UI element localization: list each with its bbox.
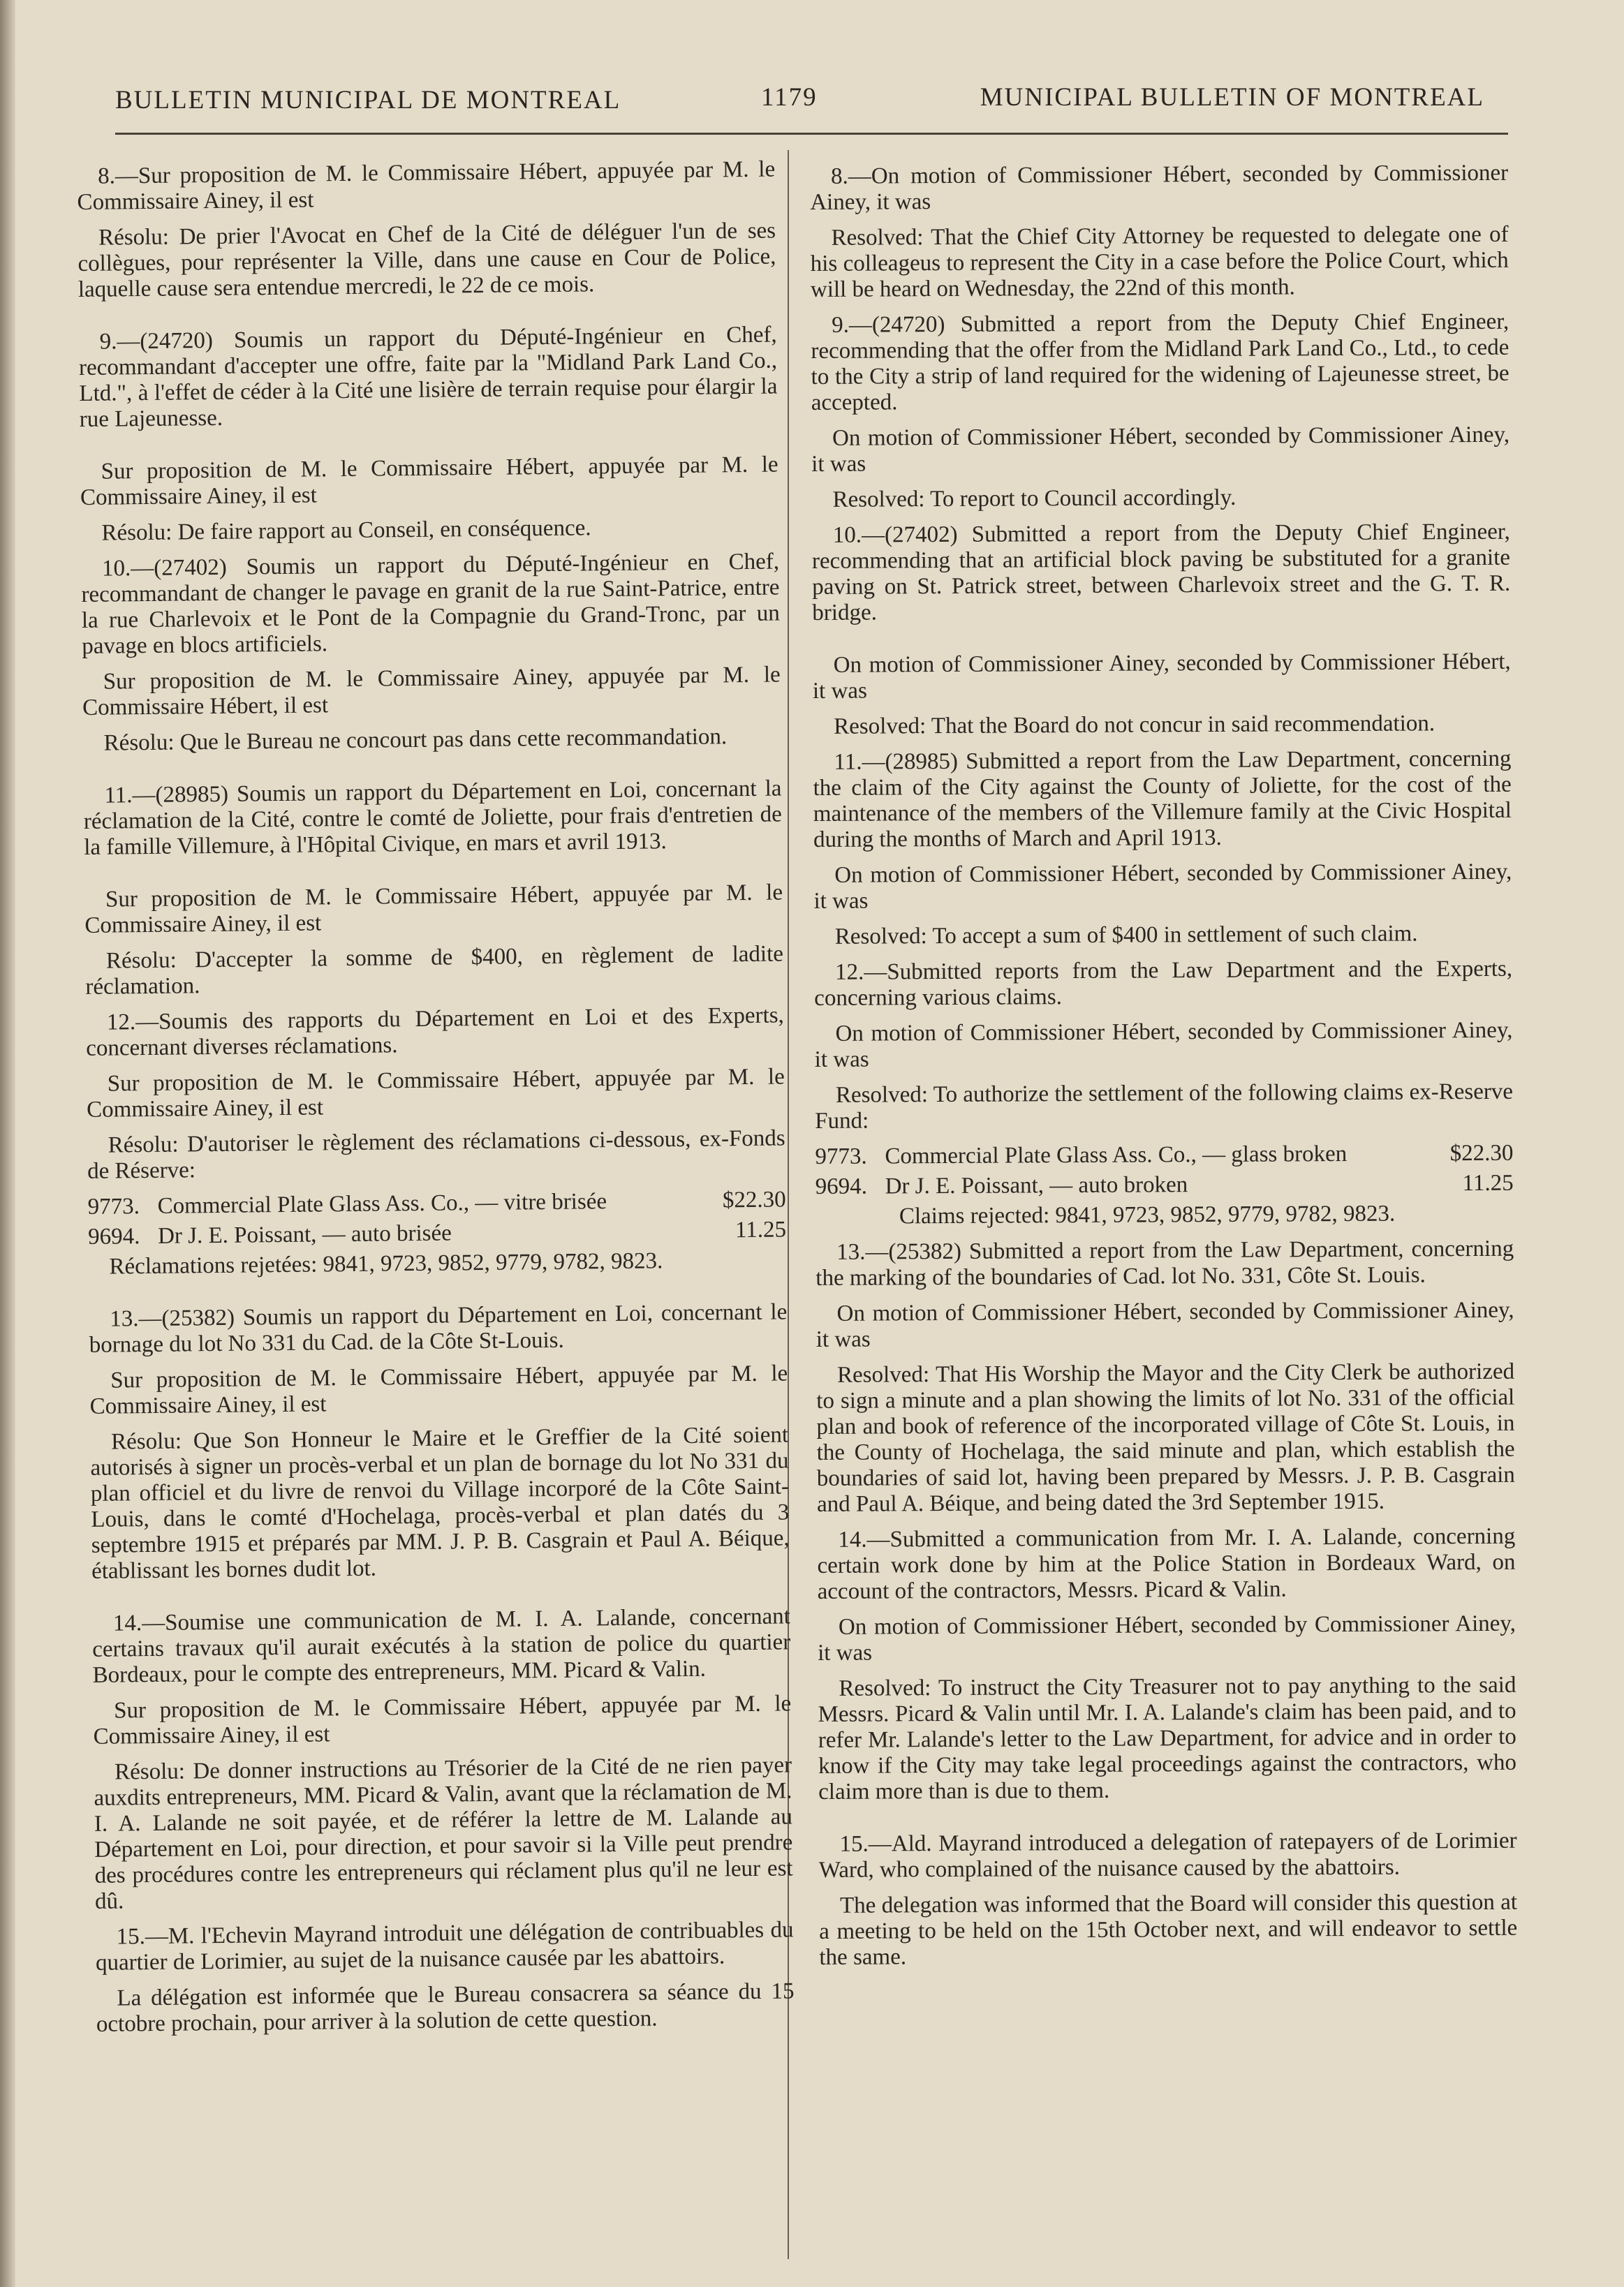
claim-number: 9694. (815, 1174, 868, 1199)
fr-item-14-resolution: Résolu: De donner instructions au Trésorier de la Cité de ne rien payer auxdits entrepreneurs, MM. Picard & Valin, avant que la réclamation de M. I. A. Lalande ne soit payée, et de référer la lettre de M. Lalande au Département en Loi, pour direction, et pour savoir si la Ville peut prendre des procédures contre les entrepreneurs qui réclament plus qu'il ne leur est dû. (94, 1752, 793, 1914)
page-binding-edge (0, 0, 15, 2287)
fr-item-14-motion: Sur proposition de M. le Commissaire Hébert, appuyée par M. le Commissaire Ainey, il est (93, 1691, 792, 1749)
en-item-10-motion: On motion of Commissioner Ainey, seconded by Commissioner Hébert, it was (812, 649, 1511, 704)
claim-number: 9773. (87, 1194, 140, 1220)
en-item-8-motion: 8.—On motion of Commissioner Hébert, seconded by Commissioner Ainey, it was (810, 160, 1509, 215)
page-header (115, 82, 1484, 124)
en-item-11-resolution: Resolved: To accept a sum of $400 in settlement of such claim. (834, 921, 1418, 949)
claim-amount: $22.30 (722, 1187, 786, 1213)
en-item-12-resolution: Resolved: To authorize the settlement of the following claims ex-Reserve Fund: (815, 1079, 1514, 1134)
en-item-8-resolution: Resolved: That the Chief City Attorney be requested to delegate one of his colleageus to represent the City in a case before the Police Court, which will be heard on Wednesday, the 22nd of this month. (810, 221, 1509, 302)
en-item-11-motion: On motion of Commissioner Hébert, seconded by Commissioner Ainey, it was (813, 859, 1512, 914)
fr-item-14-report: 14.—Soumise une communication de M. I. A. Lalande, concernant certains travaux qu'il aurait exécutés à la station de police du quartier Bordeaux, pour le compte des entrepreneurs, MM. Picard & Valin. (92, 1604, 791, 1688)
header-french-title: BULLETIN MUNICIPAL DE MONTREAL (115, 86, 621, 114)
english-column (810, 161, 1518, 1981)
en-item-14-resolution: Resolved: To instruct the City Treasurer not to pay anything to the said Messrs. Picard & Valin until Mr. I. A. Lalande's claim has been paid, and to refer Mr. Lalande's letter to the Law Department, for advice and in order to know if the City may take legal proceedings against the contractors, who claim more than is due to them. (818, 1672, 1517, 1805)
fr-item-12-resolution: Résolu: D'autoriser le règlement des réclamations ci-dessous, ex-Fonds de Réserve: (87, 1125, 785, 1184)
claim-amount: $22.30 (1449, 1140, 1514, 1167)
en-item-9-report: 9.—(24720) Submitted a report from the Deputy Chief Engineer, recommending that the offer from the Midland Park Land Co., Ltd., to cede to the City a strip of land required for the widening of Lajeunesse street, be accepted. (811, 309, 1509, 415)
fr-item-11-report: 11.—(28985) Soumis un rapport du Département en Loi, concernant la réclamation de la Cité, contre le comté de Joliette, pour frais d'entretien de la famille Villemure, à l'Hôpital Civique, en mars et avril 1913. (83, 776, 782, 860)
en-item-11-report: 11.—(28985) Submitted a report from the Law Department, concerning the claim of the City against the County of Joliette, for the cost of the maintenance of the members of the Villemure family at the Civic Hospital during the months of March and April 1913. (813, 746, 1512, 852)
claim-amount: 11.25 (735, 1217, 787, 1243)
en-item-15-response: The delegation was informed that the Board will consider this question at a meeting to be held on the 15th October next, and will endeavor to settle the same. (819, 1889, 1518, 1970)
en-item-13-motion: On motion of Commissioner Hébert, seconded by Commissioner Ainey, it was (815, 1297, 1514, 1352)
claim-amount: 11.25 (1462, 1170, 1514, 1197)
en-claim-row (815, 1141, 1513, 1170)
en-claim-row (815, 1171, 1514, 1200)
fr-item-12-report: 12.—Soumis des rapports du Département en Loi et des Experts, concernant diverses réclamations. (86, 1002, 785, 1061)
en-item-12-report: 12.—Submitted reports from the Law Department and the Experts, concerning various claims. (814, 956, 1513, 1011)
fr-item-8-motion: 8.—Sur proposition de M. le Commissaire Hébert, appuyée par M. le Commissaire Ainey, il est (77, 156, 776, 215)
en-item-13-resolution: Resolved: That His Worship the Mayor and the City Clerk be authorized to sign a minute and a plan showing the limits of lot No. 331 of the official plan and book of reference of the incorporated village of Côte St. Louis, in the County of Hochelaga, the said minute and plan, which establish the boundaries of said lot, having been prepared by Messrs. J. P. B. Casgrain and Paul A. Béique, and being dated the 3rd September 1915. (816, 1359, 1515, 1517)
fr-item-13-report: 13.—(25382) Soumis un rapport du Département en Loi, concernant le bornage du lot No 331 du Cad. de la Côte St-Louis. (89, 1299, 788, 1358)
en-item-10-report: 10.—(27402) Submitted a report from the Deputy Chief Engineer, recommending that an artificial block paving be substituted for a granite paving on St. Patrick street, between Charlevoix street and the G. T. R. bridge. (811, 519, 1511, 626)
claim-description: Dr J. E. Poissant, — auto brisée (157, 1220, 452, 1249)
fr-item-10-resolution: Résolu: Que le Bureau ne concourt pas dans cette recommandation. (103, 724, 728, 756)
fr-item-9-report: 9.—(24720) Soumis un rapport du Député-Ingénieur en Chef, recommandant d'accepter une offre, faite par la "Midland Park Land Co., Ltd.", à l'effet de céder à la Cité une lisière de terrain requise pour élargir la rue Lajeunesse. (78, 322, 778, 432)
claim-description: Commercial Plate Glass Ass. Co., — glass broken (885, 1141, 1348, 1169)
en-item-9-motion: On motion of Commissioner Hébert, seconded by Commissioner Ainey, it was (811, 422, 1510, 477)
fr-item-11-resolution: Résolu: D'accepter la somme de $400, en règlement de ladite réclamation. (85, 941, 784, 1000)
header-english-title: MUNICIPAL BULLETIN OF MONTREAL (980, 83, 1484, 112)
fr-item-15-delegation: 15.—M. l'Echevin Mayrand introduit une délégation de contribuables du quartier de Lorimier, au sujet de la nuisance causée par les abattoirs. (95, 1917, 794, 1976)
en-item-9-resolution: Resolved: To report to Council accordingly. (832, 484, 1237, 512)
fr-item-13-motion: Sur proposition de M. le Commissaire Hébert, appuyée par M. le Commissaire Ainey, il est (89, 1361, 788, 1419)
fr-claim-row (88, 1217, 786, 1250)
en-item-12-motion: On motion of Commissioner Hébert, seconded by Commissioner Ainey, it was (814, 1017, 1513, 1072)
fr-item-8-resolution: Résolu: De prier l'Avocat en Chef de la Cité de déléguer l'un de ses collègues, pour représenter la Ville, dans une cause en Cour de Police, laquelle cause sera entendue mercredi, le 22 de ce mois. (77, 218, 776, 302)
en-item-10-resolution: Resolved: That the Board do not concur in said recommendation. (834, 711, 1435, 739)
french-column (77, 157, 795, 2048)
fr-claim-row (87, 1187, 785, 1220)
fr-item-9-motion: Sur proposition de M. le Commissaire Hébert, appuyée par M. le Commissaire Ainey, il est (80, 452, 778, 510)
fr-item-11-motion: Sur proposition de M. le Commissaire Hébert, appuyée par M. le Commissaire Ainey, il est (84, 880, 783, 938)
fr-item-9-resolution: Résolu: De faire rapport au Conseil, en conséquence. (101, 515, 591, 546)
fr-item-13-resolution: Résolu: Que Son Honneur le Maire et le Greffier de la Cité soient autorisés à signer un procès-verbal et un plan de bornage du lot No 331 du plan officiel et du livre de renvoi du Village incorporé de la Côte Saint-Louis, dans le comté d'Hochelaga, procès-verbal et plan datés du 3 septembre 1915 et préparés par MM. J. P. B. Casgrain et Paul A. Béique, établissant les bornes dudit lot. (90, 1422, 790, 1584)
header-rule (115, 133, 1508, 135)
en-item-14-motion: On motion of Commissioner Hébert, seconded by Commissioner Ainey, it was (818, 1611, 1516, 1666)
fr-item-10-motion: Sur proposition de M. le Commissaire Ainey, appuyée par M. le Commissaire Hébert, il est (82, 662, 781, 720)
claim-description: Dr J. E. Poissant, — auto broken (885, 1172, 1188, 1199)
en-claims-rejected: Claims rejected: 9841, 9723, 9852, 9779, 9782, 9823. (899, 1201, 1396, 1229)
fr-item-15-response: La délégation est informée que le Bureau consacrera sa séance du 15 octobre prochain, pour arriver à la solution de cette question. (96, 1978, 795, 2037)
fr-item-12-motion: Sur proposition de M. le Commissaire Hébert, appuyée par M. le Commissaire Ainey, il est (87, 1064, 785, 1123)
claim-number: 9694. (87, 1224, 140, 1250)
fr-item-10-report: 10.—(27402) Soumis un rapport du Député-Ingénieur en Chef, recommandant de changer le pavage en granit de la rue Saint-Patrice, entre la rue Charlevoix et le Pont de la Compagnie du Grand-Tronc, par un pavage en blocs artificiels. (81, 549, 780, 659)
en-item-13-report: 13.—(25382) Submitted a report from the Law Department, concerning the marking of the boundaries of Cad. lot No. 331, Côte St. Louis. (815, 1236, 1514, 1291)
en-item-14-report: 14.—Submitted a communication from Mr. I. A. Lalande, concerning certain work done by him at the Police Station in Bordeaux Ward, on account of the contractors, Messrs. Picard & Valin. (817, 1523, 1516, 1604)
page-number: 1179 (761, 83, 818, 112)
en-item-15-delegation: 15.—Ald. Mayrand introduced a delegation of ratepayers of de Lorimier Ward, who complained of the nuisance caused by the abattoirs. (818, 1828, 1517, 1883)
claim-description: Commercial Plate Glass Ass. Co., — vitre brisée (157, 1189, 607, 1219)
fr-claims-rejected: Réclamations rejetées: 9841, 9723, 9852, 9779, 9782, 9823. (109, 1248, 663, 1280)
claim-number: 9773. (815, 1144, 867, 1169)
